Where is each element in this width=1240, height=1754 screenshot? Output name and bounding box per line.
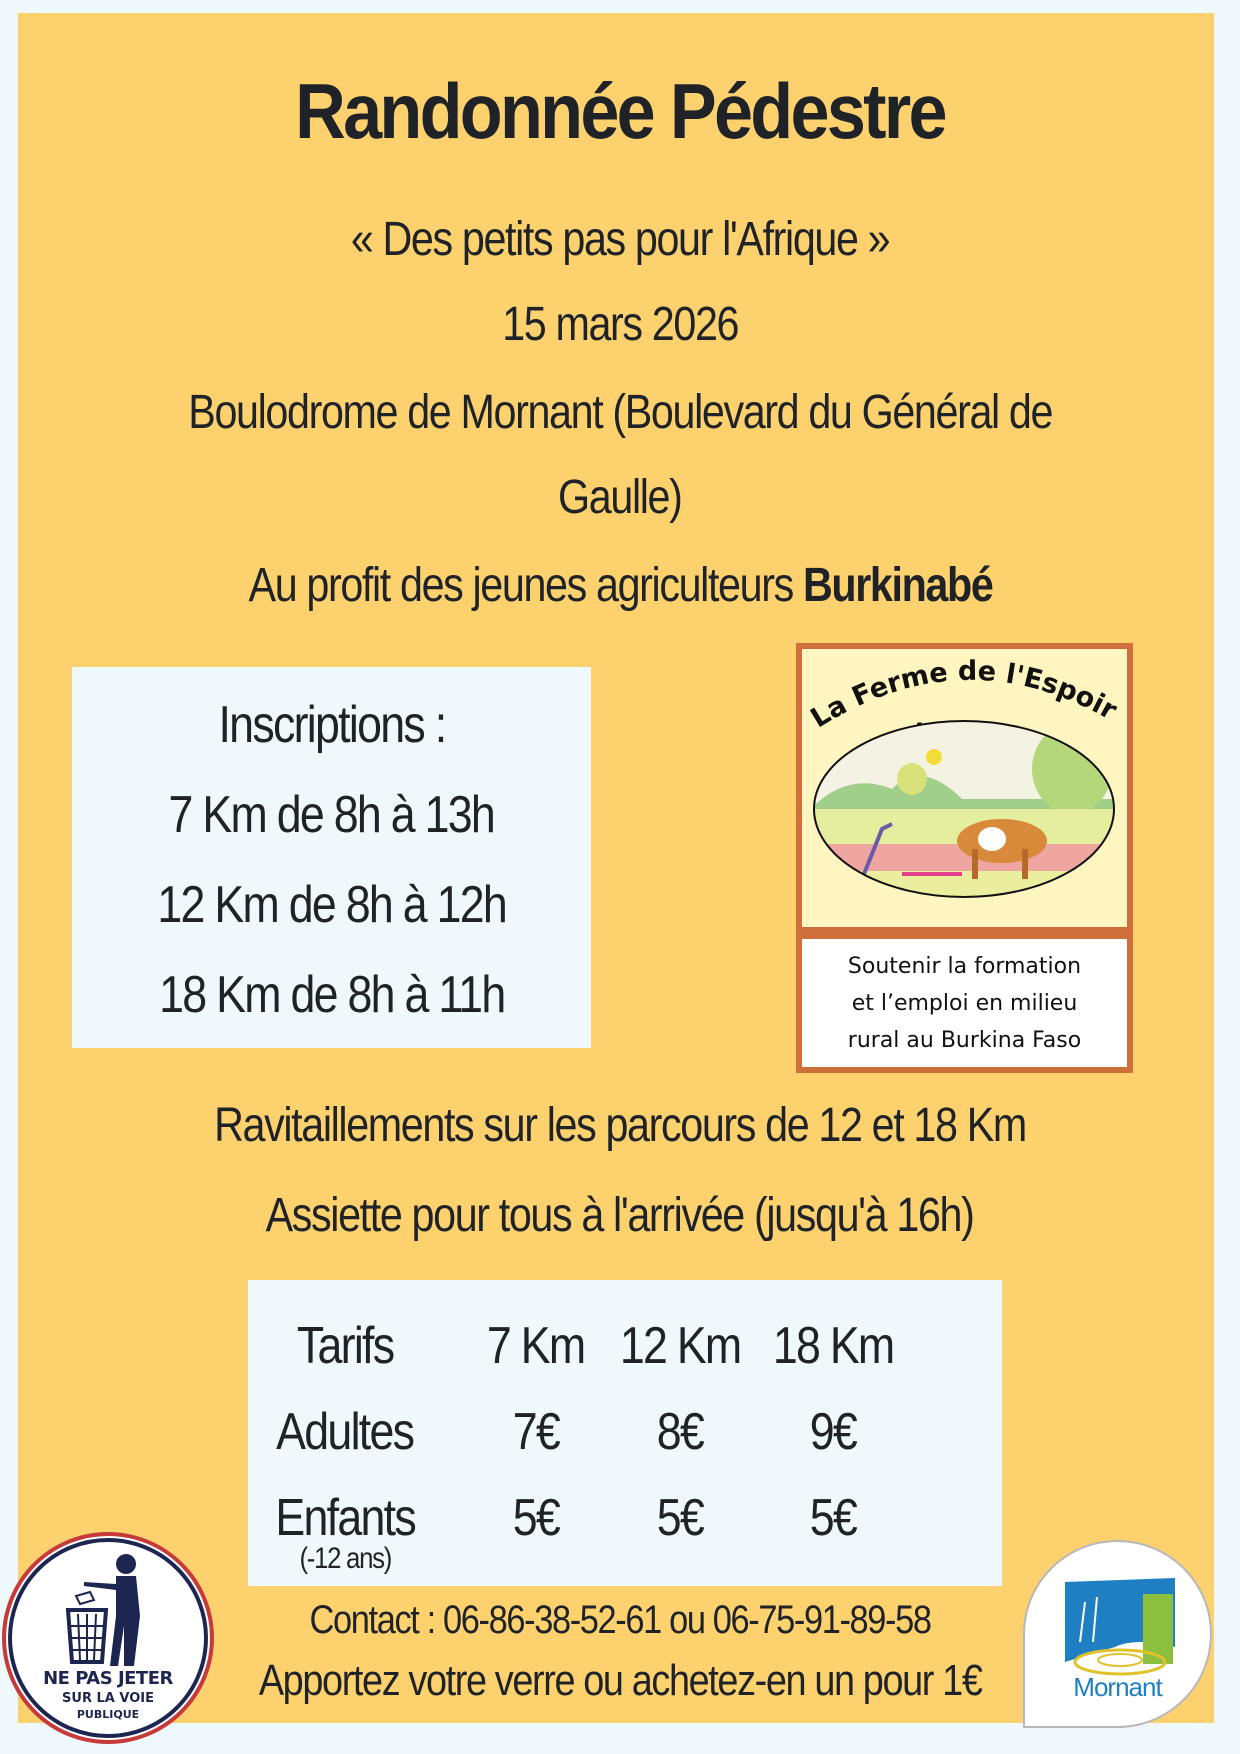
- no-littering-badge: NE PAS JETER SUR LA VOIE PUBLIQUE: [2, 1532, 214, 1744]
- ferme-espoir-logo: [796, 643, 1133, 1073]
- contact-phones: Contact : 06-86-38-52-61 ou 06-75-91-89-58: [309, 1598, 931, 1642]
- slogan: « Des petits pas pour l'Afrique »: [350, 213, 890, 266]
- table-row-label: Enfants: [275, 1489, 415, 1547]
- event-date: 15 mars 2026: [502, 298, 738, 351]
- inscriptions-heading: Inscriptions :: [218, 696, 445, 754]
- table-row-label: Adultes: [276, 1403, 414, 1461]
- meal-info: Assiette pour tous à l'arrivée (jusqu'à 16h): [266, 1189, 974, 1242]
- table-cell: 7€: [512, 1403, 560, 1461]
- farm-illustration: [802, 649, 1127, 927]
- location-line-1: Boulodrome de Mornant (Boulevard du Général de: [188, 386, 1052, 439]
- table-cell: 5€: [512, 1489, 560, 1547]
- table-header-cell: Tarifs: [296, 1317, 394, 1375]
- table-header-cell: 7 Km: [487, 1317, 585, 1375]
- table-cell: 5€: [656, 1489, 704, 1547]
- farm-drawing-icon: [802, 649, 1127, 927]
- inscription-item: 18 Km de 8h à 11h: [158, 966, 505, 1024]
- inscriptions-box: [72, 667, 591, 1048]
- logo-caption: Soutenir la formation et l’emploi en milieu rural au Burkina Faso: [802, 939, 1127, 1067]
- glass-notice: Apportez votre verre ou achetez-en un pour 1€: [258, 1656, 982, 1705]
- table-cell: 8€: [656, 1403, 704, 1461]
- table-cell: 9€: [809, 1403, 857, 1461]
- table-row-note: (-12 ans): [299, 1542, 391, 1575]
- beneficiary: Au profit des jeunes agriculteurs Burkinabé: [248, 559, 992, 612]
- table-header-cell: 18 Km: [772, 1317, 894, 1375]
- inscription-item: 7 Km de 8h à 13h: [168, 786, 495, 844]
- table-cell: 5€: [809, 1489, 857, 1547]
- location-line-2: Gaulle): [558, 471, 682, 524]
- svg-text:La Ferme de l'Espoir: La Ferme de l'Espoir: [805, 655, 1122, 735]
- inscription-item: 12 Km de 8h à 12h: [157, 876, 506, 934]
- table-header-cell: 12 Km: [619, 1317, 741, 1375]
- tarifs-table: [248, 1280, 1002, 1586]
- supplies-info: Ravitaillements sur les parcours de 12 et 18 Km: [214, 1099, 1026, 1152]
- page-title: Randonnée Pédestre: [295, 67, 945, 155]
- mornant-town-logo: Mornant: [1023, 1540, 1212, 1728]
